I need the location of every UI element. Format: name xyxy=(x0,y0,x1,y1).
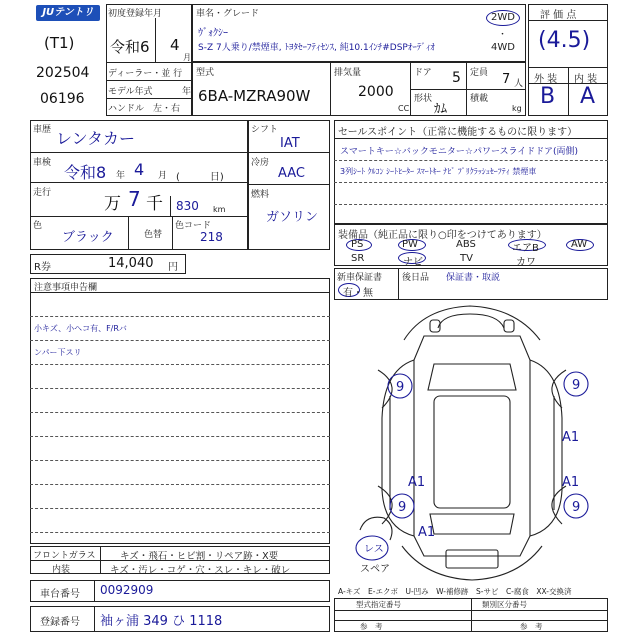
rating-score: (4.5) xyxy=(538,28,591,53)
mark-right-front-wheel: 9 xyxy=(572,378,581,393)
registration-label: 初度登録年月 xyxy=(108,9,163,19)
equipment-label: 装備品（純正品に限り○印をつけてあります） xyxy=(338,230,547,241)
vehicle-grade: S-Z 7人乗り/禁煙車, ﾄﾖﾀｾｰﾌﾃｨｾﾝｽ, 純10.1ｲﾝﾁ#DSPｵｰﾃﾞｨｵ xyxy=(198,43,435,53)
color-label: 色 xyxy=(33,221,43,231)
mark-left-front-wheel: 9 xyxy=(396,380,405,395)
mark-right-rear-wheel: 9 xyxy=(572,500,581,515)
model-label: 型式 xyxy=(196,68,215,78)
spare-less: レス xyxy=(364,544,384,555)
mileage-sen: 千 xyxy=(146,194,163,214)
drive-4wd: 4WD xyxy=(491,42,515,53)
inspection-year-unit: 年 xyxy=(116,171,126,181)
shape-value: ｶﾑ xyxy=(434,102,447,117)
equip-sr: SR xyxy=(351,253,365,264)
ac-value: AAC xyxy=(278,166,305,181)
ac-label: 冷房 xyxy=(251,158,270,168)
color-change-label: 色替 xyxy=(144,230,163,240)
warranty-label: 新車保証書 xyxy=(337,273,383,283)
handle-label: ハンドル 左・右 xyxy=(108,104,181,114)
exterior-label: 外 装 xyxy=(534,74,558,85)
mileage-extra: 830 xyxy=(176,199,199,213)
displacement-value: 2000 xyxy=(358,84,394,100)
displacement-unit: CC xyxy=(398,104,410,113)
registration-month-unit: 月 xyxy=(183,53,191,62)
mark-right-door: A1 xyxy=(562,430,580,445)
mileage-digit: 7 xyxy=(128,187,141,211)
mark-left-rear-door: A1 xyxy=(408,475,426,490)
equip-navi: ナビ xyxy=(403,257,423,268)
dealer-label: ディーラー・並 行 xyxy=(108,69,183,79)
mileage-unit: km xyxy=(213,205,226,214)
sales-label: セールスポイント（正常に機能するものに限ります） xyxy=(338,127,578,138)
lot-date: 202504 xyxy=(36,65,90,81)
chassis-label: 車台番号 xyxy=(40,589,80,600)
equip-pw: PW xyxy=(402,239,418,250)
lot-code: (T1) xyxy=(44,34,75,52)
model-value: 6BA-MZRA90W xyxy=(198,87,311,105)
history-label: 車歴 xyxy=(33,125,52,135)
equip-abs: ABS xyxy=(456,239,476,250)
sales-line-2: 3列ｼｰﾄ ｸﾙｺﾝ ｼｰﾄﾋｰﾀｰ ｽﾏｰﾄｷｰ ﾅﾋﾞ ﾌﾟﾘｸﾗｯｼｭｾｰﾌﾃｨ 禁煙車 xyxy=(340,167,537,176)
notes-line-1: 小キズ、小ヘコ有、F/Rバ xyxy=(34,324,127,333)
damage-legend: A-キズ E-エクボ U-凹み W-補修跡 S-サビ C-腐食 XX-交換済 xyxy=(338,587,572,596)
fuel-label: 燃料 xyxy=(251,190,270,200)
exterior-grade: B xyxy=(540,84,556,109)
cert-ref-2: 参 考 xyxy=(520,622,543,631)
color-code: 218 xyxy=(200,230,223,244)
recycle-label: R券 xyxy=(34,262,51,273)
interior-cond-value: キズ・汚レ・コゲ・穴・スレ・キレ・破レ xyxy=(110,565,291,576)
spare-label: スペア xyxy=(360,564,390,575)
vehicle-name: ｳﾞｫｸｼｰ xyxy=(198,28,228,39)
vehicle-label: 車名・グレード xyxy=(196,9,260,19)
equip-aw: AW xyxy=(571,239,588,250)
capacity-label: 定員 xyxy=(470,68,489,78)
front-glass-label: フロントガラス xyxy=(33,551,96,561)
rating-label: 評 価 点 xyxy=(540,10,577,21)
cert-class-label: 類別区分番号 xyxy=(482,600,527,609)
shift-value: IAT xyxy=(280,136,300,151)
interior-label: 内 装 xyxy=(574,74,598,85)
doors-value: 5 xyxy=(452,70,461,86)
registration-era: 令和6 xyxy=(110,38,150,56)
warranty-value: 有・無 xyxy=(343,288,373,299)
equip-airbag: エアB xyxy=(512,243,539,254)
shift-label: シフト xyxy=(251,125,279,135)
displacement-label: 排気量 xyxy=(334,68,362,78)
brand-logo: JUテントリ xyxy=(36,5,100,21)
color-code-label: 色コード xyxy=(175,221,212,231)
registration-month: 4 xyxy=(170,36,180,54)
chassis-value: 0092909 xyxy=(100,583,154,597)
sales-line-1: スマートキー☆バックモニター☆パワースライドドア(両側) xyxy=(340,147,578,157)
plate-value: 袖ヶ浦 349 ひ 1118 xyxy=(100,614,223,629)
mileage-man: 万 xyxy=(104,194,121,214)
mark-left-rear-bumper: A1 xyxy=(418,525,436,540)
history-value: レンタカー xyxy=(56,129,135,148)
model-year-label: モデル年式 xyxy=(108,87,153,97)
load-unit: kg xyxy=(512,104,522,113)
model-year-unit: 年 xyxy=(182,87,192,97)
notes-label: 注意事項申告欄 xyxy=(34,283,98,293)
recycle-value: 14,040 xyxy=(108,256,154,271)
inspection-day-unit: ( 日) xyxy=(176,172,224,183)
capacity-value: 7 xyxy=(502,72,511,87)
inspection-month: 4 xyxy=(134,160,145,179)
drive-2wd: 2WD xyxy=(491,12,515,23)
capacity-unit: 人 xyxy=(514,79,524,89)
equip-tv: TV xyxy=(460,253,473,264)
load-label: 積載 xyxy=(470,94,489,104)
mileage-label: 走行 xyxy=(33,188,52,198)
mark-left-rear-wheel: 9 xyxy=(398,500,407,515)
fuel-value: ガソリン xyxy=(266,210,319,225)
recycle-unit: 円 xyxy=(168,262,178,273)
drive-dot: ・ xyxy=(498,30,508,40)
inspection-era: 令和8 xyxy=(64,163,107,182)
equip-ps: PS xyxy=(351,239,364,250)
mark-right-rear-quarter: A1 xyxy=(562,475,580,490)
equip-leather: カワ xyxy=(516,257,536,268)
doors-label: ドア xyxy=(414,68,432,78)
record-label: 後日品 xyxy=(402,273,430,283)
registration-box xyxy=(106,4,192,116)
interior-grade: A xyxy=(580,84,596,109)
car-diagram xyxy=(334,300,608,584)
front-glass-value: キズ・飛石・ヒビ割・リペア跡・X要 xyxy=(120,551,279,562)
record-value: 保証書・取説 xyxy=(446,273,501,283)
shape-label: 形状 xyxy=(414,94,433,104)
plate-label: 登録番号 xyxy=(40,617,80,628)
cert-ref-1: 参 考 xyxy=(360,622,383,631)
inspection-month-unit: 月 xyxy=(158,171,168,181)
inspection-label: 車検 xyxy=(33,158,52,168)
color-value: ブラック xyxy=(62,230,114,245)
notes-line-2: ンパー下スリ xyxy=(34,348,82,357)
cert-model-label: 型式指定番号 xyxy=(356,600,401,609)
lot-number: 06196 xyxy=(40,91,85,107)
interior-cond-label: 内装 xyxy=(52,565,71,575)
notes-box xyxy=(30,278,330,544)
